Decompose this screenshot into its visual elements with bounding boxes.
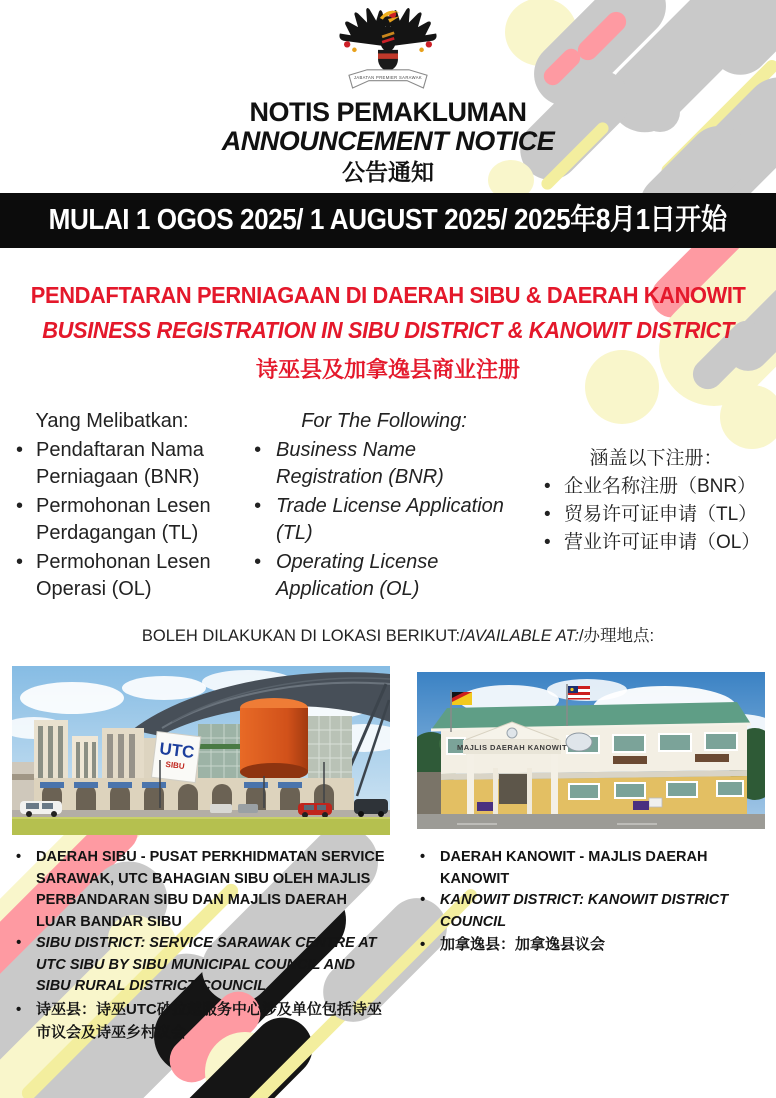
utc-banner-bottom-text: SIBU bbox=[165, 759, 186, 772]
ac-unit bbox=[649, 798, 662, 807]
subject-ms: PENDAFTARAN PERNIAGAAN DI DAERAH SIBU & DAERAH KANOWIT bbox=[30, 282, 746, 308]
scope-column-zh bbox=[540, 446, 772, 556]
lawn bbox=[12, 819, 390, 835]
utc-banner bbox=[151, 731, 200, 782]
date-banner bbox=[0, 193, 776, 248]
right-flower bbox=[426, 41, 432, 47]
council-sign-text: MAJLIS DAERAH KANOWIT bbox=[456, 743, 568, 752]
scope-list-en bbox=[250, 437, 518, 603]
scope-heading-zh: 涵盖以下注册： bbox=[589, 448, 723, 469]
crest-shield bbox=[378, 50, 398, 72]
subject-zh: 诗巫县及加拿逸县商业注册 bbox=[255, 357, 520, 382]
purple-signboard bbox=[633, 801, 649, 810]
list-item: • Permohonan Lesen Operasi (OL) bbox=[12, 549, 212, 603]
subject-en: BUSINESS REGISTRATION IN SIBU DISTRICT & KANOWIT DISTRICT bbox=[42, 317, 734, 343]
date-banner-text: MULAI 1 OGOS 2025/ 1 AUGUST 2025/ 2025年8月1日开始 bbox=[49, 204, 727, 236]
list-item: • KANOWIT DISTRICT: KANOWIT DISTRICT COUNCIL bbox=[418, 890, 770, 933]
kanowit-council-photo bbox=[417, 672, 765, 829]
notice-title-en: ANNOUNCEMENT NOTICE bbox=[221, 126, 555, 156]
list-item: • Business Name Registration (BNR) bbox=[250, 437, 518, 491]
sibu-location-list bbox=[14, 847, 386, 1044]
list-item: • Operating License Application (OL) bbox=[250, 549, 518, 603]
scope-list-ms bbox=[12, 437, 212, 603]
list-item: • 诗巫县：诗巫UTC砂拉越服务中心涉及单位包括诗巫市议会及诗巫乡村议会 bbox=[14, 998, 386, 1044]
list-item: • DAERAH KANOWIT - MAJLIS DAERAH KANOWIT bbox=[418, 847, 770, 890]
list-item: • 营业许可证申请（OL） bbox=[540, 530, 772, 556]
oval-plaque bbox=[566, 733, 592, 751]
notice-title-ms: NOTIS PEMAKLUMAN bbox=[249, 97, 527, 127]
crest-ribbon-text: JABATAN PREMIER SARAWAK bbox=[353, 74, 423, 80]
list-item: • 加拿逸县：加拿逸县议会 bbox=[418, 933, 770, 956]
sarawak-crest bbox=[329, 2, 447, 94]
list-item: • DAERAH SIBU - PUSAT PERKHIDMATAN SERVICE SARAWAK, UTC BAHAGIAN SIBU OLEH MAJLIS PERBANDARAN SIBU DAN MAJLIS DAERAH LUAR BANDAR SIBU bbox=[14, 847, 386, 933]
car-park bbox=[417, 814, 765, 829]
list-item: • Pendaftaran Nama Perniagaan (BNR) bbox=[12, 437, 212, 491]
list-item: • 企业名称注册（BNR） bbox=[540, 474, 772, 500]
scope-column-ms bbox=[12, 408, 212, 603]
left-flower bbox=[344, 41, 350, 47]
availability-line bbox=[40, 622, 756, 646]
list-item: • Permohonan Lesen Perdagangan (TL) bbox=[12, 493, 212, 547]
list-item: • 贸易许可证申请（TL） bbox=[540, 502, 772, 528]
scope-column-en bbox=[250, 408, 518, 603]
notice-title-zh: 公告通知 bbox=[342, 159, 434, 185]
subject-heading bbox=[0, 282, 776, 384]
purple-signboard bbox=[477, 802, 493, 811]
orange-cylinder bbox=[240, 708, 308, 772]
side-shed bbox=[417, 772, 441, 814]
list-item: • Trade License Application (TL) bbox=[250, 493, 518, 547]
hornbill-head bbox=[383, 16, 394, 27]
scope-heading-en: For The Following: bbox=[301, 410, 467, 432]
availability-en: AVAILABLE AT: bbox=[464, 627, 579, 645]
scope-heading-ms: Yang Melibatkan: bbox=[35, 410, 189, 432]
utc-sibu-photo bbox=[12, 666, 390, 835]
utc-banner-top-text: UTC bbox=[158, 738, 196, 763]
kanowit-location-list bbox=[418, 847, 770, 956]
scope-list-zh bbox=[540, 474, 772, 556]
availability-ms: BOLEH DILAKUKAN DI LOKASI BERIKUT:/ bbox=[141, 627, 465, 645]
list-item: • SIBU DISTRICT: SERVICE SARAWAK CENTRE AT UTC SIBU BY SIBU MUNICIPAL COUNCIL AND SIBU RURAL DISTRICT COUNCIL bbox=[14, 933, 386, 998]
availability-zh: /办理地点: bbox=[578, 627, 655, 645]
